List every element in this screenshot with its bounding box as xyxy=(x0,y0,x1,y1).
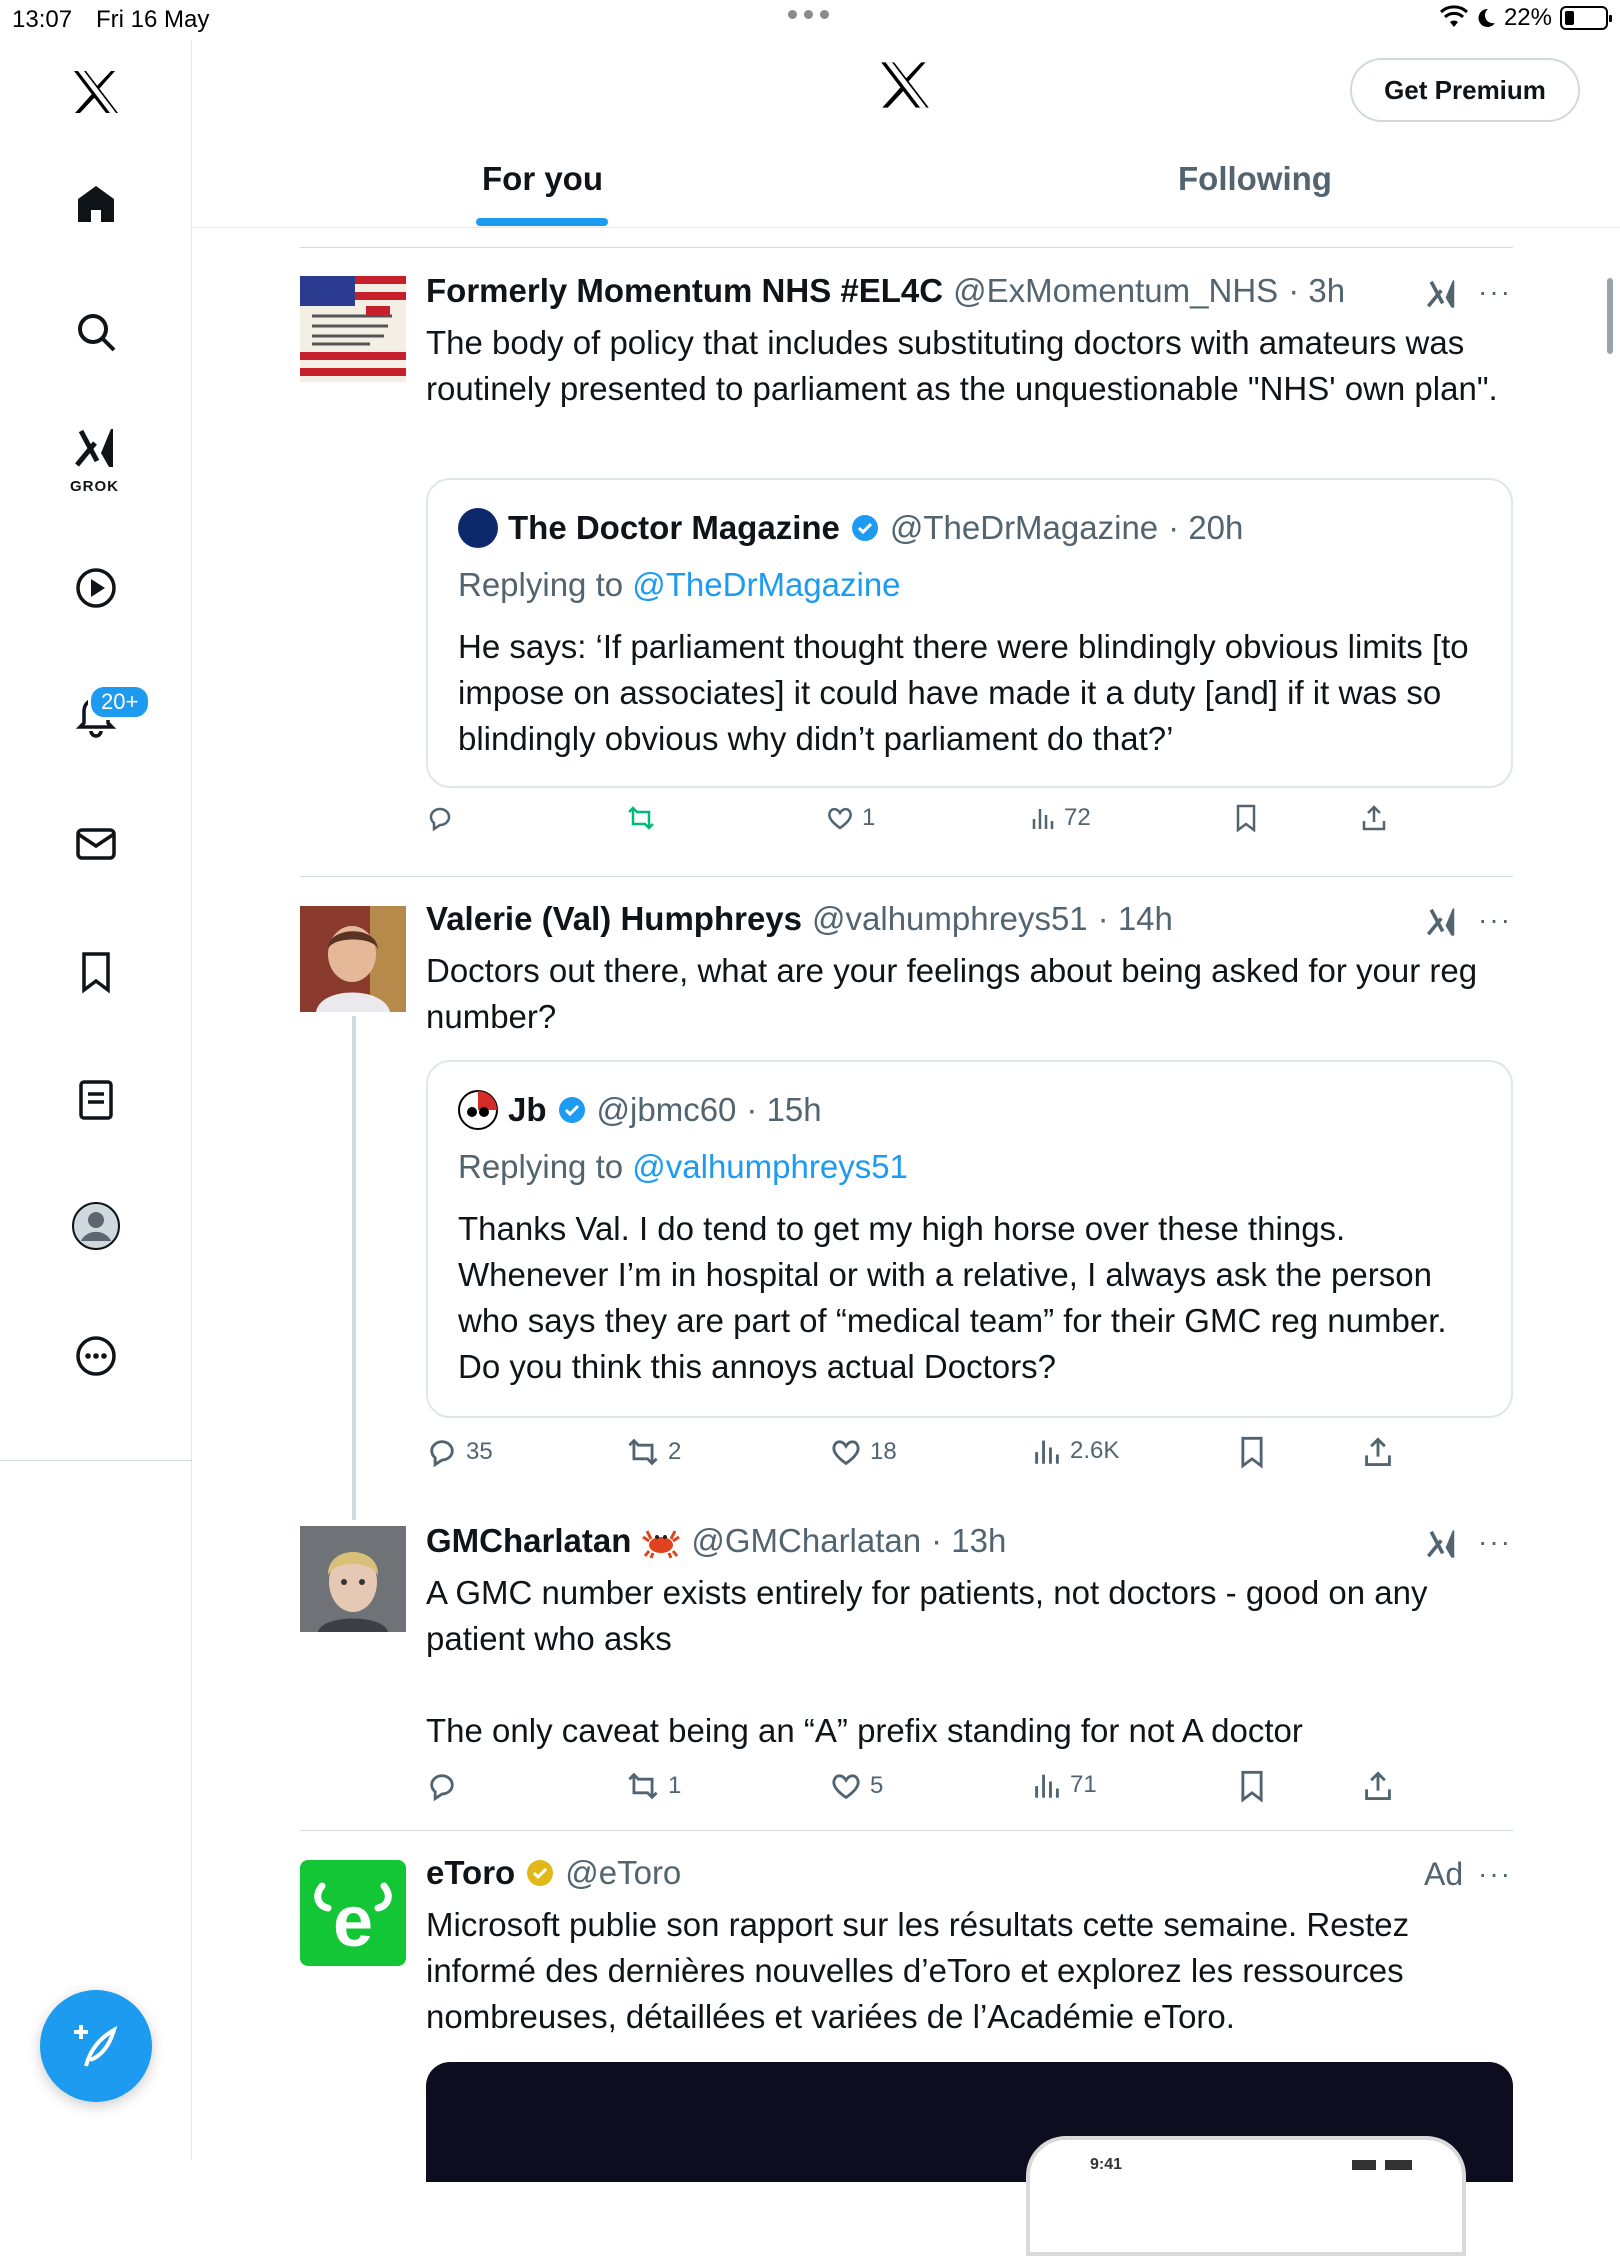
share-button[interactable] xyxy=(1362,1770,1394,1802)
like-count: 5 xyxy=(870,1772,884,1799)
view-count: 71 xyxy=(1070,1771,1097,1798)
battery-percent: 22% xyxy=(1503,4,1552,31)
home-icon[interactable] xyxy=(66,174,126,234)
profile-icon[interactable] xyxy=(66,1196,126,1256)
post-time: · 14h xyxy=(1097,900,1173,937)
crab-emoji-icon xyxy=(641,1523,681,1559)
share-icon xyxy=(1362,1436,1394,1468)
reply-icon xyxy=(426,804,454,832)
scrollbar[interactable] xyxy=(1607,278,1613,354)
replying-to: Replying to @TheDrMagazine xyxy=(458,566,901,603)
header-divider xyxy=(193,227,1620,228)
quoted-text: Thanks Val. I do tend to get my high horse over these things. Whenever I’m in hospital or with a relative, I always ask the person who says they are part of “medical team” for their GMC reg number. Do you think this annoys actual Doctors? xyxy=(458,1210,1447,1385)
quoted-author-handle: @TheDrMagazine xyxy=(889,509,1159,546)
author-name[interactable]: Valerie (Val) Humphreys xyxy=(426,900,803,937)
etoro-logo[interactable] xyxy=(300,1860,406,1966)
quoted-post-time: · 15h xyxy=(746,1091,822,1128)
messages-mail-icon[interactable] xyxy=(66,814,126,874)
avatar[interactable] xyxy=(300,906,406,1012)
author-name[interactable]: eToro xyxy=(426,1854,516,1891)
like-count: 18 xyxy=(870,1438,897,1465)
repost-button[interactable] xyxy=(626,1436,681,1468)
post-actions xyxy=(426,804,1516,844)
phone-time: 9:41 xyxy=(1090,2156,1123,2173)
moon-icon xyxy=(1476,7,1496,29)
bookmarks-icon[interactable] xyxy=(66,942,126,1002)
status-indicators xyxy=(1440,4,1608,32)
views-chart-icon xyxy=(1032,1770,1062,1800)
feather-plus-icon xyxy=(70,2020,122,2072)
author-name[interactable]: Formerly Momentum NHS #EL4C xyxy=(426,272,944,309)
battery-icon xyxy=(1560,6,1608,30)
author-handle[interactable]: @valhumphreys51 xyxy=(812,900,1088,937)
grok-label: GROK xyxy=(70,478,119,495)
lists-icon[interactable] xyxy=(66,1070,126,1130)
post-actions xyxy=(426,1770,1516,1810)
heart-icon xyxy=(830,1770,862,1802)
more-dots-icon[interactable]: ··· xyxy=(1478,276,1512,307)
repost-button[interactable] xyxy=(626,1770,681,1802)
active-tab-indicator xyxy=(476,218,608,226)
bookmark-icon xyxy=(1234,804,1258,832)
status-bar xyxy=(0,0,1620,40)
reply-button[interactable] xyxy=(426,1770,466,1802)
repost-count: 2 xyxy=(668,1438,682,1465)
x-header-logo-icon[interactable] xyxy=(878,60,932,115)
status-date: Fri 16 May xyxy=(96,6,210,33)
repost-button[interactable] xyxy=(626,804,664,832)
bookmark-button[interactable] xyxy=(1234,804,1258,832)
search-icon[interactable] xyxy=(66,302,126,362)
thread-connector xyxy=(352,1016,356,1520)
wifi-icon xyxy=(1440,7,1468,29)
post-time: · 13h xyxy=(931,1522,1007,1559)
heart-icon xyxy=(826,804,854,832)
notification-badge: 20+ xyxy=(88,684,151,720)
repost-icon xyxy=(626,1436,660,1468)
phone-status-icons xyxy=(1352,2160,1412,2170)
like-count: 1 xyxy=(862,804,876,831)
quoted-post[interactable] xyxy=(426,1060,1513,1418)
repost-icon xyxy=(626,1770,660,1802)
like-button[interactable] xyxy=(826,804,875,832)
svg-text:e: e xyxy=(332,1882,374,1962)
replying-to-link[interactable]: @TheDrMagazine xyxy=(632,566,901,603)
quoted-post-time: · 20h xyxy=(1168,509,1244,546)
author-name[interactable]: GMCharlatan xyxy=(426,1522,632,1559)
share-icon xyxy=(1360,804,1388,832)
post-time: · 3h xyxy=(1288,272,1346,309)
grok-explain-icon[interactable] xyxy=(1424,904,1460,945)
ad-media[interactable] xyxy=(426,2062,1513,2182)
repost-count: 1 xyxy=(668,1772,682,1799)
grok-explain-icon[interactable] xyxy=(1424,276,1460,317)
replying-to-link[interactable]: @valhumphreys51 xyxy=(632,1148,908,1185)
ad-label: Ad xyxy=(1424,1856,1464,1892)
repost-icon xyxy=(626,804,656,832)
replying-to: Replying to @valhumphreys51 xyxy=(458,1148,908,1185)
post-header xyxy=(426,1854,681,1892)
tab-for-you[interactable]: For you xyxy=(482,160,603,197)
share-button[interactable] xyxy=(1362,1436,1394,1468)
reply-icon xyxy=(426,1436,458,1468)
post-text: A GMC number exists entirely for patients, not doctors - good on any patient who asks xyxy=(426,1574,1428,1657)
heart-icon xyxy=(830,1436,862,1468)
video-play-icon[interactable] xyxy=(66,558,126,618)
more-dots-icon[interactable]: ··· xyxy=(1478,904,1512,935)
post-actions xyxy=(426,1436,1516,1476)
x-logo-icon[interactable] xyxy=(66,62,126,122)
post-text: The body of policy that includes substituting doctors with amateurs was routinely presented to parliament as the unquestionable "NHS' own plan". xyxy=(426,324,1498,407)
status-time: 13:07 xyxy=(12,6,73,33)
tab-following[interactable]: Following xyxy=(1178,160,1332,197)
gold-verified-badge-icon xyxy=(525,1858,555,1888)
share-icon xyxy=(1362,1770,1394,1802)
post-divider xyxy=(300,1830,1513,1831)
grok-explain-icon[interactable] xyxy=(1424,1526,1460,1567)
bookmark-icon xyxy=(1238,1770,1266,1802)
quoted-avatar xyxy=(458,1090,498,1130)
post-text-paragraph-2: The only caveat being an “A” prefix standing for not A doctor xyxy=(426,1712,1303,1749)
post-header xyxy=(426,1522,1006,1560)
more-dots-icon[interactable]: ··· xyxy=(1478,1858,1512,1889)
quoted-post[interactable] xyxy=(426,478,1513,788)
author-handle[interactable]: @ExMomentum_NHS xyxy=(953,272,1279,309)
quoted-author-name: The Doctor Magazine xyxy=(508,509,840,546)
phone-mockup xyxy=(1026,2136,1466,2256)
reply-icon xyxy=(426,1770,458,1802)
post-header xyxy=(426,272,1345,310)
views-button[interactable] xyxy=(1030,804,1091,832)
multitasking-dots-icon[interactable] xyxy=(788,10,829,19)
post-divider xyxy=(300,247,1513,248)
reply-count: 35 xyxy=(466,1438,493,1465)
avatar[interactable] xyxy=(300,276,406,382)
views-chart-icon xyxy=(1030,805,1056,831)
post-text: Microsoft publie son rapport sur les résultats cette semaine. Restez informé des dernières nouvelles d’eToro et explorez les ressources nombreuses, détaillées et variées de l’Académie eToro. xyxy=(426,1906,1410,2035)
quoted-text: He says: ‘If parliament thought there were blindingly obvious limits [to impose on associates] it could have made it a duty [and] if it was so blindingly obvious why didn’t parliament do that?’ xyxy=(458,628,1469,757)
more-options-circle-icon[interactable] xyxy=(66,1326,126,1386)
post-divider xyxy=(300,876,1513,877)
get-premium-button[interactable]: Get Premium xyxy=(1350,58,1580,122)
verified-badge-icon xyxy=(557,1095,587,1125)
like-button[interactable] xyxy=(830,1770,883,1802)
view-count: 72 xyxy=(1064,804,1091,831)
compose-post-button[interactable] xyxy=(40,1990,152,2102)
author-handle[interactable]: @eToro xyxy=(565,1854,682,1891)
sidebar-divider xyxy=(0,1460,192,1461)
views-button[interactable] xyxy=(1032,1436,1119,1466)
views-chart-icon xyxy=(1032,1436,1062,1466)
quoted-avatar xyxy=(458,508,498,548)
bookmark-button[interactable] xyxy=(1238,1436,1266,1468)
reply-button[interactable] xyxy=(426,804,462,832)
like-button[interactable] xyxy=(830,1436,897,1468)
bookmark-icon xyxy=(1238,1436,1266,1468)
reply-button[interactable] xyxy=(426,1436,493,1468)
views-button[interactable] xyxy=(1032,1770,1097,1800)
bookmark-button[interactable] xyxy=(1238,1770,1266,1802)
avatar[interactable] xyxy=(300,1526,406,1632)
share-button[interactable] xyxy=(1360,804,1388,832)
view-count: 2.6K xyxy=(1070,1437,1120,1464)
quoted-author-handle: @jbmc60 xyxy=(596,1091,737,1128)
grok-icon[interactable] xyxy=(66,418,126,478)
verified-badge-icon xyxy=(850,513,880,543)
quoted-author-name: Jb xyxy=(508,1091,547,1128)
post-header xyxy=(426,900,1173,938)
author-handle[interactable]: @GMCharlatan xyxy=(691,1522,922,1559)
post-text: Doctors out there, what are your feelings about being asked for your reg number? xyxy=(426,952,1478,1035)
more-dots-icon[interactable]: ··· xyxy=(1478,1526,1512,1557)
